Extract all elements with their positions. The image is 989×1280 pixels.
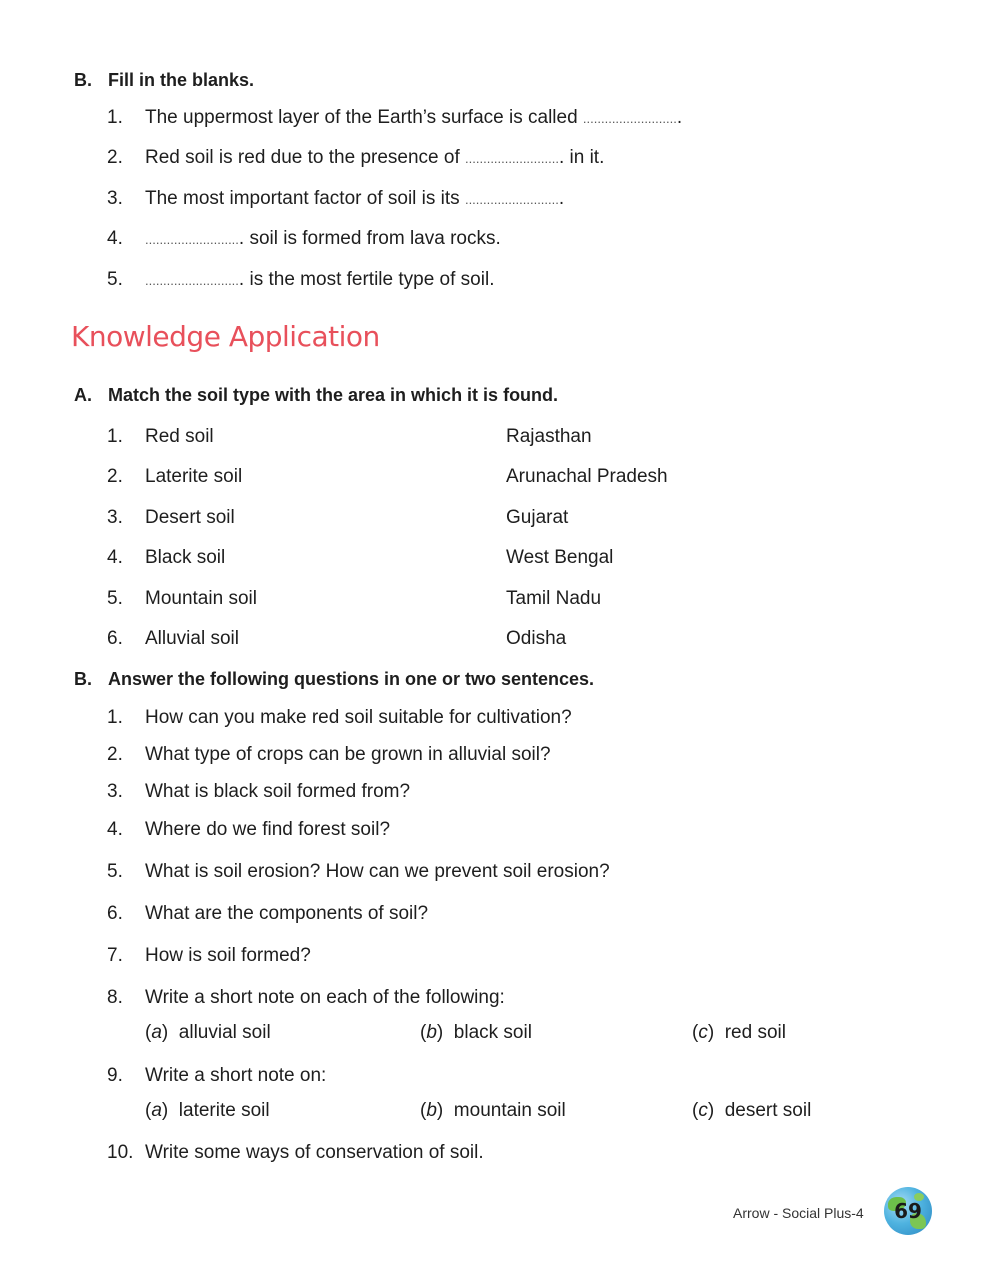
question-item bbox=[0, 903, 989, 927]
item-number: 5. bbox=[107, 588, 123, 609]
sub-letter: a bbox=[151, 1022, 162, 1043]
text-before: The most important factor of soil is its bbox=[145, 188, 465, 209]
blank-line: .......................... bbox=[582, 111, 677, 126]
section-b-answer-heading bbox=[74, 669, 594, 690]
match-row bbox=[0, 466, 989, 490]
sub-text: laterite soil bbox=[178, 1100, 270, 1121]
area-name: West Bengal bbox=[506, 547, 614, 568]
sub-text: red soil bbox=[724, 1022, 786, 1043]
item-number: 5. bbox=[107, 269, 123, 290]
item-number: 4. bbox=[107, 228, 123, 249]
item-number: 2. bbox=[107, 744, 123, 765]
question-text: Write some ways of conservation of soil. bbox=[145, 1142, 484, 1163]
sub-letter: c bbox=[698, 1100, 708, 1121]
item-number: 10. bbox=[107, 1142, 134, 1163]
item-number: 2. bbox=[107, 466, 123, 487]
blank-line: .......................... bbox=[464, 192, 559, 207]
item-number: 4. bbox=[107, 547, 123, 568]
sub-item: (a) alluvial soil bbox=[145, 1022, 271, 1043]
sub-letter: b bbox=[426, 1022, 437, 1043]
item-text bbox=[145, 147, 604, 169]
blank-line: .......................... bbox=[465, 151, 559, 166]
sub-item: (c) red soil bbox=[692, 1022, 786, 1043]
question-text: Write a short note on: bbox=[145, 1065, 327, 1086]
soil-type: Desert soil bbox=[145, 507, 235, 528]
soil-type: Red soil bbox=[145, 426, 214, 447]
item-text bbox=[145, 228, 501, 250]
item-number: 4. bbox=[107, 819, 123, 840]
globe-icon bbox=[884, 1187, 932, 1235]
question-text: What is soil erosion? How can we prevent soil erosion? bbox=[145, 861, 610, 882]
question-item bbox=[0, 744, 989, 768]
blank-line: .......................... bbox=[145, 273, 239, 288]
sub-item: (b) black soil bbox=[420, 1022, 532, 1043]
question-item bbox=[0, 781, 989, 805]
item-number: 1. bbox=[107, 426, 123, 447]
section-letter: B. bbox=[74, 70, 92, 90]
item-text bbox=[145, 107, 682, 129]
question-item bbox=[0, 987, 989, 1011]
sub-item: (b) mountain soil bbox=[420, 1100, 566, 1121]
question-item bbox=[0, 1065, 989, 1089]
question-text: Write a short note on each of the following: bbox=[145, 987, 505, 1008]
area-name: Tamil Nadu bbox=[506, 588, 602, 609]
section-title: Match the soil type with the area in which it is found. bbox=[108, 385, 559, 405]
question-text: What type of crops can be grown in alluvial soil? bbox=[145, 744, 551, 765]
sub-letter: c bbox=[698, 1022, 708, 1043]
sub-letter: b bbox=[426, 1100, 437, 1121]
question-text: Where do we find forest soil? bbox=[145, 819, 391, 840]
item-number: 9. bbox=[107, 1065, 123, 1086]
text-before: Red soil is red due to the presence of bbox=[145, 147, 466, 168]
section-title: Answer the following questions in one or two sentences. bbox=[108, 669, 595, 689]
item-number: 1. bbox=[107, 707, 123, 728]
soil-type: Alluvial soil bbox=[145, 628, 239, 649]
match-row bbox=[0, 588, 989, 612]
question-item bbox=[0, 861, 989, 885]
sub-text: mountain soil bbox=[453, 1100, 566, 1121]
item-number: 6. bbox=[107, 903, 123, 924]
question-text: How can you make red soil suitable for cultivation? bbox=[145, 707, 572, 728]
item-number: 3. bbox=[107, 507, 123, 528]
question-item bbox=[0, 945, 989, 969]
match-row bbox=[0, 507, 989, 531]
text-after: . is the most fertile type of soil. bbox=[238, 269, 495, 290]
match-row bbox=[0, 426, 989, 450]
item-text bbox=[145, 269, 494, 291]
blank-line: .......................... bbox=[145, 232, 239, 247]
match-row bbox=[0, 547, 989, 571]
text-after: . bbox=[558, 188, 565, 209]
sub-item: (c) desert soil bbox=[692, 1100, 812, 1121]
area-name: Odisha bbox=[506, 628, 567, 649]
question-text: What is black soil formed from? bbox=[145, 781, 411, 802]
text-after: . in it. bbox=[558, 147, 605, 168]
question-text: How is soil formed? bbox=[145, 945, 311, 966]
item-number: 6. bbox=[107, 628, 123, 649]
question-item bbox=[0, 819, 989, 843]
item-number: 8. bbox=[107, 987, 123, 1008]
match-row bbox=[0, 628, 989, 652]
item-number: 3. bbox=[107, 188, 123, 209]
section-letter: B. bbox=[74, 669, 92, 689]
area-name: Rajasthan bbox=[506, 426, 592, 447]
knowledge-application-heading: Knowledge Application bbox=[71, 320, 380, 353]
section-a-match-heading bbox=[74, 385, 558, 406]
item-text bbox=[145, 188, 564, 210]
soil-type: Black soil bbox=[145, 547, 226, 568]
sub-item: (a) laterite soil bbox=[145, 1100, 270, 1121]
sub-letter: a bbox=[151, 1100, 162, 1121]
section-b-fill-blanks-heading bbox=[74, 70, 254, 91]
soil-type: Mountain soil bbox=[145, 588, 257, 609]
question-item bbox=[0, 707, 989, 731]
fill-blank-item bbox=[0, 269, 989, 293]
item-number: 2. bbox=[107, 147, 123, 168]
sub-text: alluvial soil bbox=[178, 1022, 271, 1043]
question-item bbox=[0, 1142, 989, 1166]
item-number: 5. bbox=[107, 861, 123, 882]
section-title: Fill in the blanks. bbox=[108, 70, 255, 90]
sub-text: desert soil bbox=[724, 1100, 812, 1121]
question-text: What are the components of soil? bbox=[145, 903, 429, 924]
area-name: Arunachal Pradesh bbox=[506, 466, 668, 487]
fill-blank-item bbox=[0, 228, 989, 252]
section-letter: A. bbox=[74, 385, 92, 405]
fill-blank-item bbox=[0, 107, 989, 131]
text-after: . bbox=[676, 107, 683, 128]
fill-blank-item bbox=[0, 188, 989, 212]
item-number: 7. bbox=[107, 945, 123, 966]
book-title: Arrow - Social Plus-4 bbox=[733, 1205, 864, 1221]
area-name: Gujarat bbox=[506, 507, 569, 528]
sub-text: black soil bbox=[453, 1022, 532, 1043]
page-number: 69 bbox=[894, 1199, 922, 1223]
item-number: 1. bbox=[107, 107, 123, 128]
text-before: The uppermost layer of the Earth’s surface is called bbox=[145, 107, 583, 128]
soil-type: Laterite soil bbox=[145, 466, 243, 487]
item-number: 3. bbox=[107, 781, 123, 802]
text-after: . soil is formed from lava rocks. bbox=[238, 228, 501, 249]
fill-blank-item bbox=[0, 147, 989, 171]
